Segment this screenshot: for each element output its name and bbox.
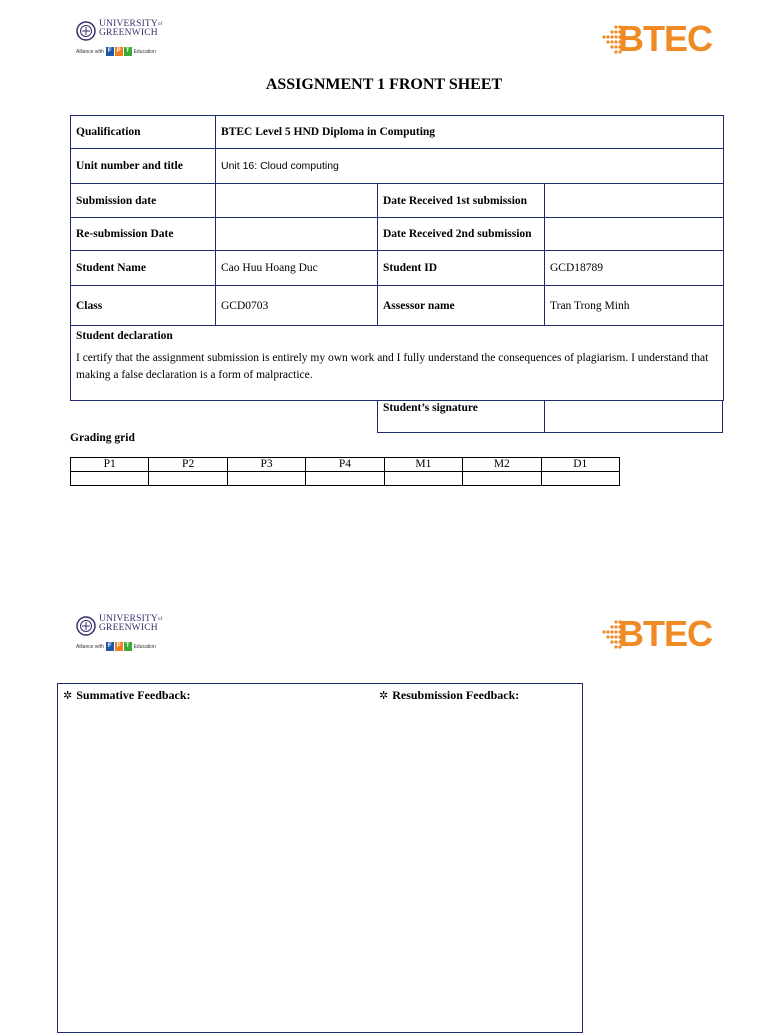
grade-header-p4: P4 [306,458,384,472]
student-id-value: GCD18789 [545,251,724,286]
table-row [71,116,724,149]
student-id-label: Student ID [378,251,545,286]
table-row [71,326,724,401]
alliance-line: Alliance with F P T Education [76,48,156,55]
submission-date-label: Submission date [71,184,216,218]
feedback-box [57,683,583,1033]
gear-icon: ✲ [63,689,73,702]
resubmission-date-label: Re-submission Date [71,218,216,251]
btec-logo [600,20,720,60]
university-of-greenwich-logo [76,20,166,64]
declaration-cell [71,326,724,401]
university-name: $UNIVERSITY^{of}$ GREENWICH [99,19,163,38]
grade-header-m1: M1 [384,458,462,472]
grade-cell-p2[interactable] [149,472,227,486]
signature-label: Student’s signature [378,400,545,432]
grade-header-m2: M2 [463,458,541,472]
grade-cell-d1[interactable] [541,472,619,486]
table-row [71,286,724,326]
table-row [71,251,724,286]
resubmission-feedback [379,688,519,703]
front-sheet-table [70,115,724,401]
qualification-label: Qualification [71,116,216,149]
class-label: Class [71,286,216,326]
btec-wordmark: BTEC [618,613,712,654]
table-row [71,218,724,251]
grading-value-row [71,472,620,486]
table-row [71,184,724,218]
btec-logo-page2 [600,615,720,655]
university-name: $UNIVERSITY^{of}$ GREENWICH [99,614,163,633]
grade-cell-p1[interactable] [71,472,149,486]
resubmission-date-field[interactable] [216,218,378,251]
grade-cell-p4[interactable] [306,472,384,486]
grading-grid-title: Grading grid [70,432,135,444]
qualification-value: BTEC Level 5 HND Diploma in Computing [216,116,724,149]
submission-date-field[interactable] [216,184,378,218]
unit-label: Unit number and title [71,149,216,184]
signature-field[interactable] [545,400,722,432]
summative-feedback-label: Summative Feedback: [76,688,191,702]
crest-icon [76,21,96,41]
declaration-heading: Student declaration [76,330,173,342]
grade-cell-m2[interactable] [463,472,541,486]
assessor-value: Tran Trong Minh [545,286,724,326]
student-name-value: Cao Huu Hoang Duc [216,251,378,286]
grading-header-row [71,458,620,472]
resubmission-feedback-label: Resubmission Feedback: [392,688,520,702]
grading-grid [70,457,620,486]
grade-cell-m1[interactable] [384,472,462,486]
signature-box [377,400,723,433]
assessor-label: Assessor name [378,286,545,326]
btec-wordmark: BTEC [618,18,712,59]
table-row [71,149,724,184]
grade-cell-p3[interactable] [227,472,305,486]
declaration-text: I certify that the assignment submission is entirely my own work and I fully understand the consequences of plagiarism. I understand that making a false declaration is a form of malpractice. [76,352,709,381]
date-received-1-label: Date Received 1st submission [378,184,545,218]
gear-icon: ✲ [379,689,389,702]
class-value: GCD0703 [216,286,378,326]
grade-header-p3: P3 [227,458,305,472]
date-received-1-field[interactable] [545,184,724,218]
summative-feedback [63,688,191,703]
crest-icon [76,616,96,636]
student-name-label: Student Name [71,251,216,286]
date-received-2-label: Date Received 2nd submission [378,218,545,251]
grade-header-d1: D1 [541,458,619,472]
page-title: ASSIGNMENT 1 FRONT SHEET [265,76,503,93]
unit-value: Unit 16: Cloud computing [216,149,724,184]
university-of-greenwich-logo-page2 [76,615,166,659]
alliance-line: Alliance with F P T Education [76,643,156,650]
grade-header-p1: P1 [71,458,149,472]
date-received-2-field[interactable] [545,218,724,251]
grade-header-p2: P2 [149,458,227,472]
